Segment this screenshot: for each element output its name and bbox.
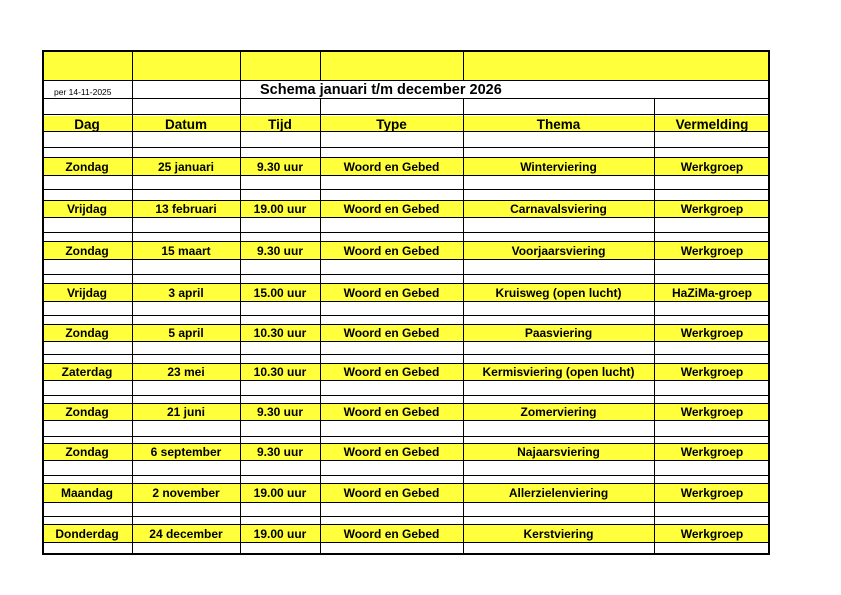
cell-type: Woord en Gebed: [343, 243, 440, 258]
cell-dag: Zondag: [65, 405, 109, 419]
title-band: [42, 50, 770, 80]
grid-line-horizontal: [42, 50, 770, 52]
column-header-thema: Thema: [536, 116, 581, 132]
cell-datum: 6 september: [150, 445, 222, 459]
cell-thema: Kermisviering (open lucht): [482, 365, 635, 379]
column-header-datum: Datum: [164, 116, 207, 132]
cell-tijd: 19.00 uur: [253, 526, 307, 541]
cell-thema: Kerstviering: [523, 526, 594, 541]
cell-tijd: 19.00 uur: [253, 202, 307, 216]
cell-datum: 5 april: [168, 326, 204, 340]
cell-dag: Vrijdag: [66, 202, 107, 216]
grid-line-vertical: [463, 50, 464, 80]
cell-vermelding: Werkgroep: [680, 326, 744, 340]
grid-line-horizontal: [42, 80, 770, 81]
grid-line-vertical: [320, 50, 321, 80]
cell-tijd: 10.30 uur: [253, 365, 307, 379]
cell-tijd: 9.30 uur: [256, 405, 304, 419]
cell-type: Woord en Gebed: [343, 159, 440, 174]
cell-tijd: 9.30 uur: [256, 445, 304, 459]
cell-type: Woord en Gebed: [343, 526, 440, 541]
cell-dag: Vrijdag: [66, 285, 107, 300]
cell-thema: Paasviering: [524, 326, 593, 340]
cell-type: Woord en Gebed: [343, 326, 440, 340]
cell-tijd: 9.30 uur: [256, 159, 304, 174]
grid-line-horizontal: [42, 475, 770, 476]
cell-type: Woord en Gebed: [343, 202, 440, 216]
cell-tijd: 10.30 uur: [253, 326, 307, 340]
cell-vermelding: Werkgroep: [680, 159, 744, 174]
cell-vermelding: Werkgroep: [680, 365, 744, 379]
cell-vermelding: HaZiMa-groep: [671, 285, 752, 300]
schedule-subtitle: Schema januari t/m december 2026: [260, 82, 502, 98]
cell-vermelding: Werkgroep: [680, 202, 744, 216]
cell-vermelding: Werkgroep: [680, 405, 744, 419]
cell-thema: Najaarsviering: [517, 445, 600, 459]
grid-line-horizontal: [42, 354, 770, 355]
cell-dag: Zondag: [65, 326, 109, 340]
cell-dag: Zondag: [65, 445, 109, 459]
cell-tijd: 15.00 uur: [253, 285, 307, 300]
cell-datum: 15 maart: [161, 243, 211, 258]
cell-thema: Carnavalsviering: [510, 202, 607, 216]
cell-datum: 25 januari: [157, 159, 215, 174]
cell-type: Woord en Gebed: [343, 365, 440, 379]
date-note: per 14-11-2025: [54, 87, 112, 97]
cell-thema: Zomerviering: [520, 405, 597, 419]
cell-datum: 24 december: [149, 526, 223, 541]
grid-line-horizontal: [42, 189, 770, 190]
column-header-vermelding: Vermelding: [675, 116, 749, 132]
cell-thema: Kruisweg (open lucht): [495, 285, 622, 300]
grid-line-horizontal: [42, 516, 770, 517]
grid-line-horizontal: [42, 98, 770, 99]
cell-tijd: 19.00 uur: [253, 486, 307, 500]
cell-dag: Maandag: [60, 486, 113, 500]
grid-line-horizontal: [42, 114, 770, 115]
cell-type: Woord en Gebed: [343, 445, 440, 459]
cell-tijd: 9.30 uur: [256, 243, 304, 258]
grid-line-horizontal: [42, 395, 770, 396]
cell-vermelding: Werkgroep: [680, 526, 744, 541]
schedule-sheet: [42, 50, 770, 555]
grid-line-horizontal: [42, 553, 770, 555]
grid-line-horizontal: [42, 274, 770, 275]
column-header-type: Type: [376, 116, 407, 132]
cell-type: Woord en Gebed: [343, 405, 440, 419]
cell-type: Woord en Gebed: [343, 486, 440, 500]
cell-thema: Voorjaarsviering: [511, 243, 606, 258]
cell-datum: 21 juni: [166, 405, 205, 419]
cell-vermelding: Werkgroep: [680, 243, 744, 258]
cell-dag: Zaterdag: [61, 365, 113, 379]
cell-datum: 2 november: [152, 486, 220, 500]
cell-vermelding: Werkgroep: [680, 445, 744, 459]
cell-dag: Zondag: [65, 159, 109, 174]
cell-dag: Zondag: [65, 243, 109, 258]
grid-line-horizontal: [42, 147, 770, 148]
column-header-dag: Dag: [74, 116, 100, 132]
cell-datum: 23 mei: [167, 365, 205, 379]
grid-line-horizontal: [42, 436, 770, 437]
cell-datum: 3 april: [168, 285, 204, 300]
cell-thema: Winterviering: [520, 159, 597, 174]
column-header-tijd: Tijd: [268, 116, 292, 132]
cell-type: Woord en Gebed: [343, 285, 440, 300]
cell-dag: Donderdag: [55, 526, 119, 541]
cell-vermelding: Werkgroep: [680, 486, 744, 500]
grid-line-horizontal: [42, 232, 770, 233]
cell-thema: Allerzielenviering: [508, 486, 609, 500]
grid-line-horizontal: [42, 315, 770, 316]
cell-datum: 13 februari: [155, 202, 217, 216]
